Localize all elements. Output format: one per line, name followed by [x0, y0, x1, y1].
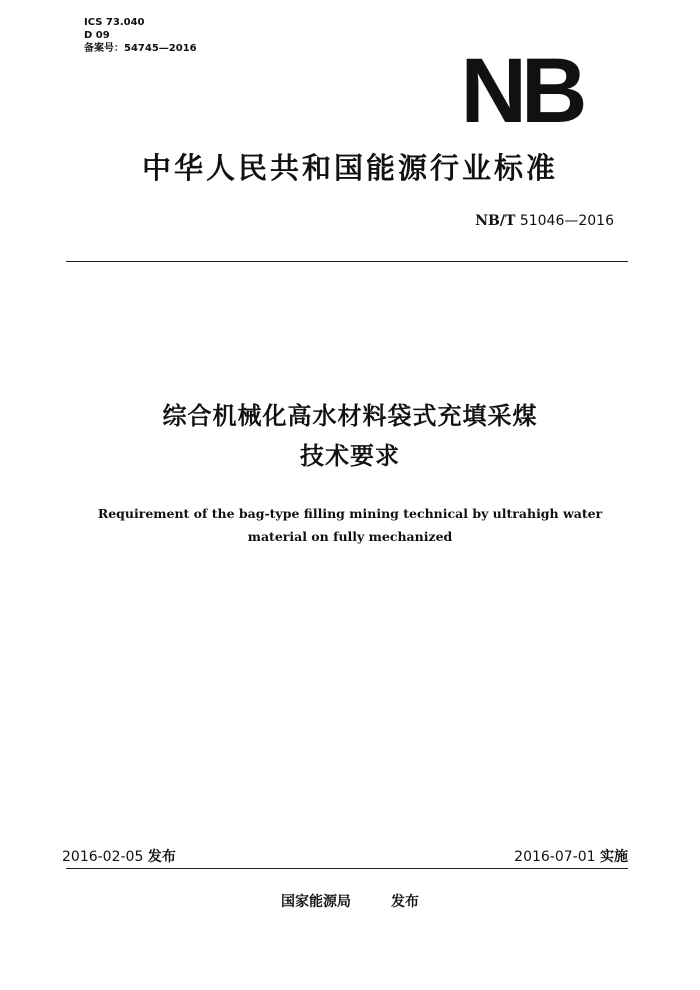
chinese-title — [0, 396, 700, 476]
nb-logo — [452, 50, 590, 130]
issuer-action: 发布 — [391, 894, 419, 910]
standard-code: NB/T — [475, 213, 516, 229]
implementation-date-value: 2016-07-01 — [514, 849, 596, 865]
bottom-divider — [66, 868, 628, 869]
release-date-value: 2016-02-05 — [62, 849, 144, 865]
issuer-name: 国家能源局 — [281, 894, 351, 910]
chinese-title-line-1: 综合机械化高水材料袋式充填采煤 — [162, 402, 538, 430]
chinese-title-line-2: 技术要求 — [300, 442, 400, 470]
standard-number — [475, 212, 614, 230]
nb-logo-text: NB — [460, 50, 582, 130]
classification-block — [84, 16, 197, 55]
release-label: 发布 — [147, 849, 176, 865]
issuing-authority — [0, 892, 700, 912]
implementation-date — [514, 848, 628, 866]
nb-logo-mark — [452, 50, 590, 130]
ics-code: ICS 73.040 — [84, 17, 145, 28]
filing-number: 备案号：54745—2016 — [84, 43, 197, 54]
category-code: D 09 — [84, 30, 110, 41]
english-title-line-2: material on fully mechanized — [247, 529, 453, 544]
top-divider — [66, 261, 628, 262]
english-title — [0, 502, 700, 548]
english-title-line-1: Requirement of the bag-type filling mining technical by ultrahigh water — [97, 506, 603, 521]
release-date — [62, 848, 176, 866]
industry-standard-title: 中华人民共和国能源行业标准 — [141, 151, 558, 185]
implementation-label: 实施 — [600, 849, 628, 865]
standard-year-number: 51046—2016 — [519, 213, 614, 229]
